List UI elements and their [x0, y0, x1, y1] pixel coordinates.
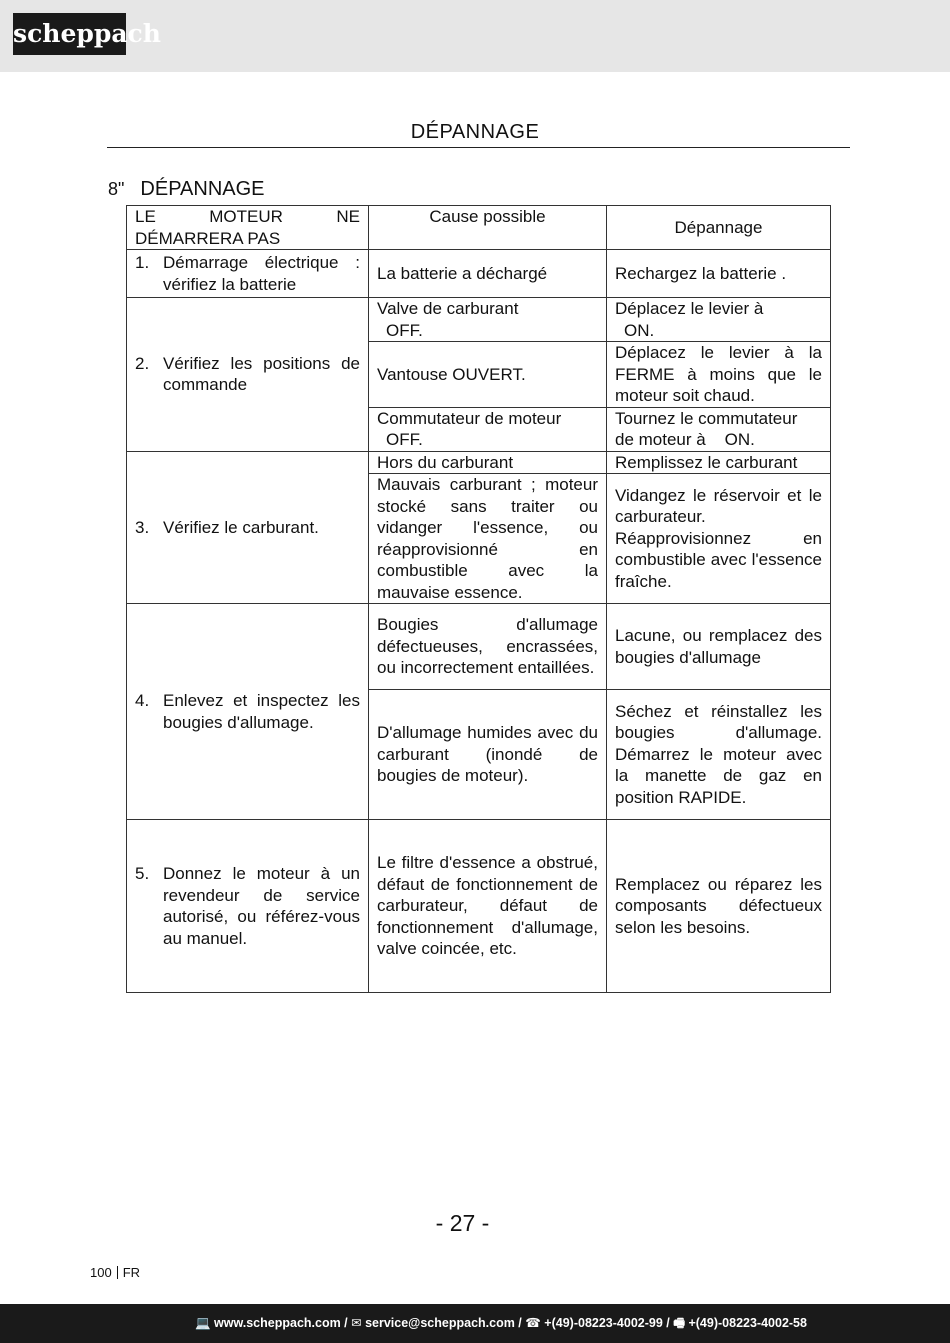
- section-title: DÉPANNAGE: [140, 178, 265, 200]
- table-row: [127, 451, 831, 474]
- table-header-row: [127, 206, 831, 250]
- remedy-cell: Lacune, ou remplacez des bougies d'allumage: [607, 604, 831, 690]
- check-cell: [127, 451, 369, 604]
- table-row: [127, 604, 831, 690]
- title-divider: [107, 147, 850, 148]
- page-number: - 27 -: [435, 1210, 490, 1236]
- header-cause: [369, 206, 607, 250]
- table-row: [127, 298, 831, 342]
- header-problem: [127, 206, 369, 250]
- cause-cell: [369, 407, 607, 451]
- cause-cell: Bougies d'allumage défectueuses, encrassées, ou incorrectement entaillées.: [369, 604, 607, 690]
- remedy-cell: Rechargez la batterie .: [607, 250, 831, 298]
- check-cell: [127, 604, 369, 820]
- table-row: [127, 820, 831, 993]
- remedy-cell: Déplacez le levier à la FERME à moins que le moteur soit chaud.: [607, 342, 831, 408]
- remedy-cell: [607, 407, 831, 451]
- remedy-cell: [607, 298, 831, 342]
- remedy-cell: Séchez et réinstallez les bougies d'allumage. Démarrez le moteur avec la manette de gaz en position RAPIDE.: [607, 690, 831, 820]
- cause-line: OFF.: [386, 320, 423, 340]
- check-cell: [127, 298, 369, 452]
- brand-logo: scheppach: [13, 13, 126, 55]
- cause-cell: D'allumage humides avec du carburant (inondé de bougies de moteur).: [369, 690, 607, 820]
- table-row: [127, 250, 831, 298]
- top-bar: [0, 0, 950, 72]
- cause-cell: Hors du carburant: [369, 451, 607, 474]
- remedy-line: ON.: [624, 320, 655, 340]
- item-number: 3.: [135, 517, 150, 537]
- section-heading: [108, 178, 265, 201]
- cause-cell: Mauvais carburant ; moteur stocké sans traiter ou vidanger l'essence, ou réapprovisionné en combustible avec la mauvaise essence.: [369, 474, 607, 604]
- header-cause-label: Cause possible: [429, 207, 546, 226]
- remedy-cell: Vidangez le réservoir et le carburateur. Réapprovisionnez en combustible avec l'essence fraîche.: [607, 474, 831, 604]
- section-number: 8": [108, 179, 125, 199]
- remedy-line: Tournez le commutateur: [615, 408, 798, 428]
- item-number: 5.: [135, 864, 150, 883]
- check-text: Démarrage électrique : vérifiez la batterie: [163, 253, 360, 294]
- remedy-line: Déplacez le levier à: [615, 299, 764, 318]
- cause-line: OFF.: [386, 430, 423, 449]
- troubleshooting-table: [126, 205, 831, 993]
- cause-cell: Le filtre d'essence a obstrué, défaut de fonctionnement de carburateur, défaut de fonctionnement d'allumage, valve coincée, etc.: [369, 820, 607, 993]
- footer-separator: [117, 1266, 118, 1279]
- remedy-cell: Remplissez le carburant: [607, 451, 831, 474]
- cause-cell: Vantouse OUVERT.: [369, 342, 607, 408]
- check-text: Donnez le moteur à un revendeur de service autorisé, ou référez-vous au manuel.: [163, 864, 360, 948]
- remedy-line: de moteur à ON.: [615, 430, 755, 449]
- cause-line: Valve de carburant: [377, 299, 519, 318]
- check-cell: [127, 250, 369, 298]
- cause-cell: [369, 298, 607, 342]
- check-cell: [127, 820, 369, 993]
- cause-cell: La batterie a déchargé: [369, 250, 607, 298]
- item-number: 4.: [135, 691, 150, 710]
- footer-code: 100: [90, 1265, 112, 1280]
- footer-page-code: [90, 1265, 140, 1280]
- page-title: DÉPANNAGE: [410, 121, 540, 143]
- remedy-cell: Remplacez ou réparez les composants défectueux selon les besoins.: [607, 820, 831, 993]
- cause-line: Commutateur de moteur: [377, 408, 562, 428]
- item-number: 2.: [135, 353, 150, 373]
- header-remedy-label: Dépannage: [674, 217, 763, 237]
- check-text: Vérifiez les positions de commande: [163, 353, 360, 395]
- header-remedy: [607, 206, 831, 250]
- check-text: Vérifiez le carburant.: [163, 517, 319, 537]
- header-problem-line1: LE MOTEUR NE: [135, 207, 360, 226]
- check-text: Enlevez et inspectez les bougies d'allumage.: [163, 691, 360, 732]
- contact-bar: [0, 1304, 950, 1343]
- item-number: 1.: [135, 253, 150, 272]
- footer-language: FR: [122, 1265, 141, 1280]
- contact-info: 💻 www.scheppach.com / ✉ service@scheppach.com / ☎ +(49)-08223-4002-99 / 🖷 +(49)-08223-4002-58: [195, 1316, 807, 1330]
- header-problem-line2: DÉMARRERA PAS: [135, 228, 281, 248]
